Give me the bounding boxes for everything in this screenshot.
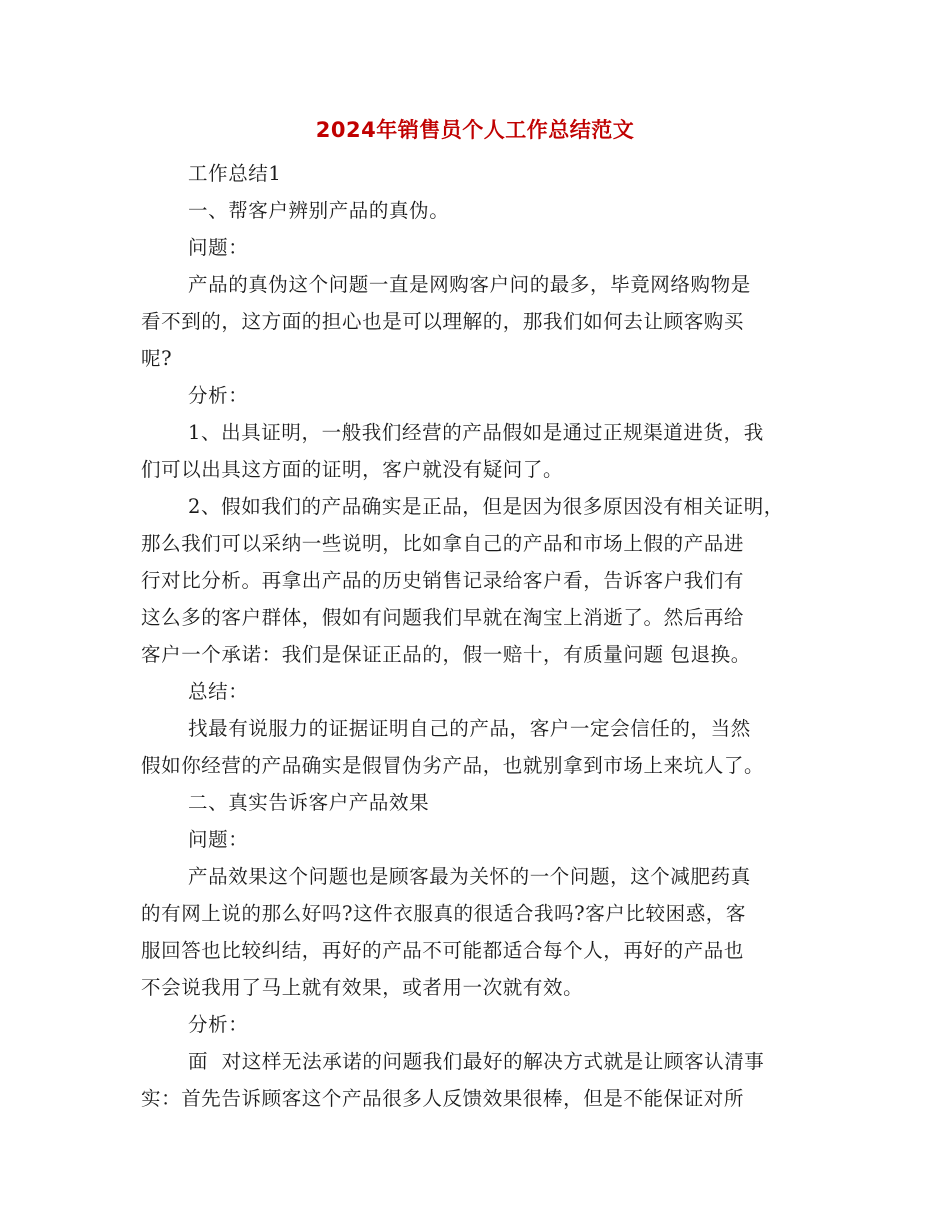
paragraph-line: 这么多的客户群体，假如有问题我们早就在淘宝上消逝了。然后再给 (141, 606, 745, 629)
paragraph-line: 面 对这样无法承诺的问题我们最好的解决方式就是让顾客认清事 (188, 1050, 765, 1073)
label-summary: 总结： (188, 680, 249, 703)
paragraph-line: 呢? (141, 347, 173, 370)
paragraph-line: 的有网上说的那么好吗?这件衣服真的很适合我吗?客户比较困惑，客 (141, 902, 747, 925)
paragraph-line: 行对比分析。再拿出产品的历史销售记录给客户看，告诉客户我们有 (141, 569, 745, 592)
paragraph-line: 假如你经营的产品确实是假冒伪劣产品，也就别拿到市场上来坑人了。 (141, 754, 765, 777)
subsection-heading: 二、真实告诉客户产品效果 (188, 791, 430, 814)
label-question: 问题： (188, 236, 249, 259)
paragraph-line: 服回答也比较纠结，再好的产品不可能都适合每个人，再好的产品也 (141, 939, 745, 962)
paragraph-line: 那么我们可以采纳一些说明，比如拿自己的产品和市场上假的产品进 (141, 532, 745, 555)
paragraph-line: 们可以出具这方面的证明，客户就没有疑问了。 (141, 458, 564, 481)
paragraph-line: 找最有说服力的证据证明自己的产品，客户一定会信任的，当然 (188, 717, 751, 740)
section-heading: 工作总结1 (188, 162, 282, 185)
paragraph-line: 不会说我用了马上就有效果，或者用一次就有效。 (141, 976, 584, 999)
label-analysis: 分析： (188, 384, 249, 407)
paragraph-line: 看不到的，这方面的担心也是可以理解的，那我们如何去让顾客购买 (141, 310, 745, 333)
label-analysis: 分析： (188, 1013, 249, 1036)
paragraph-line: 2、假如我们的产品确实是正品，但是因为很多原因没有相关证明， (188, 495, 784, 518)
subsection-heading: 一、帮客户辨别产品的真伪。 (188, 199, 450, 222)
document-title: 2024年销售员个人工作总结范文 (315, 118, 635, 142)
paragraph-line: 产品效果这个问题也是顾客最为关怀的一个问题，这个减肥药真 (188, 865, 751, 888)
paragraph-line: 1、出具证明，一般我们经营的产品假如是通过正规渠道进货，我 (188, 421, 764, 444)
label-question: 问题： (188, 828, 249, 851)
paragraph-line: 实：首先告诉顾客这个产品很多人反馈效果很棒，但是不能保证对所 (141, 1087, 745, 1110)
paragraph-line: 客户一个承诺：我们是保证正品的，假一赔十，有质量问题 包退换。 (141, 643, 751, 666)
paragraph-line: 产品的真伪这个问题一直是网购客户问的最多，毕竟网络购物是 (188, 273, 751, 296)
